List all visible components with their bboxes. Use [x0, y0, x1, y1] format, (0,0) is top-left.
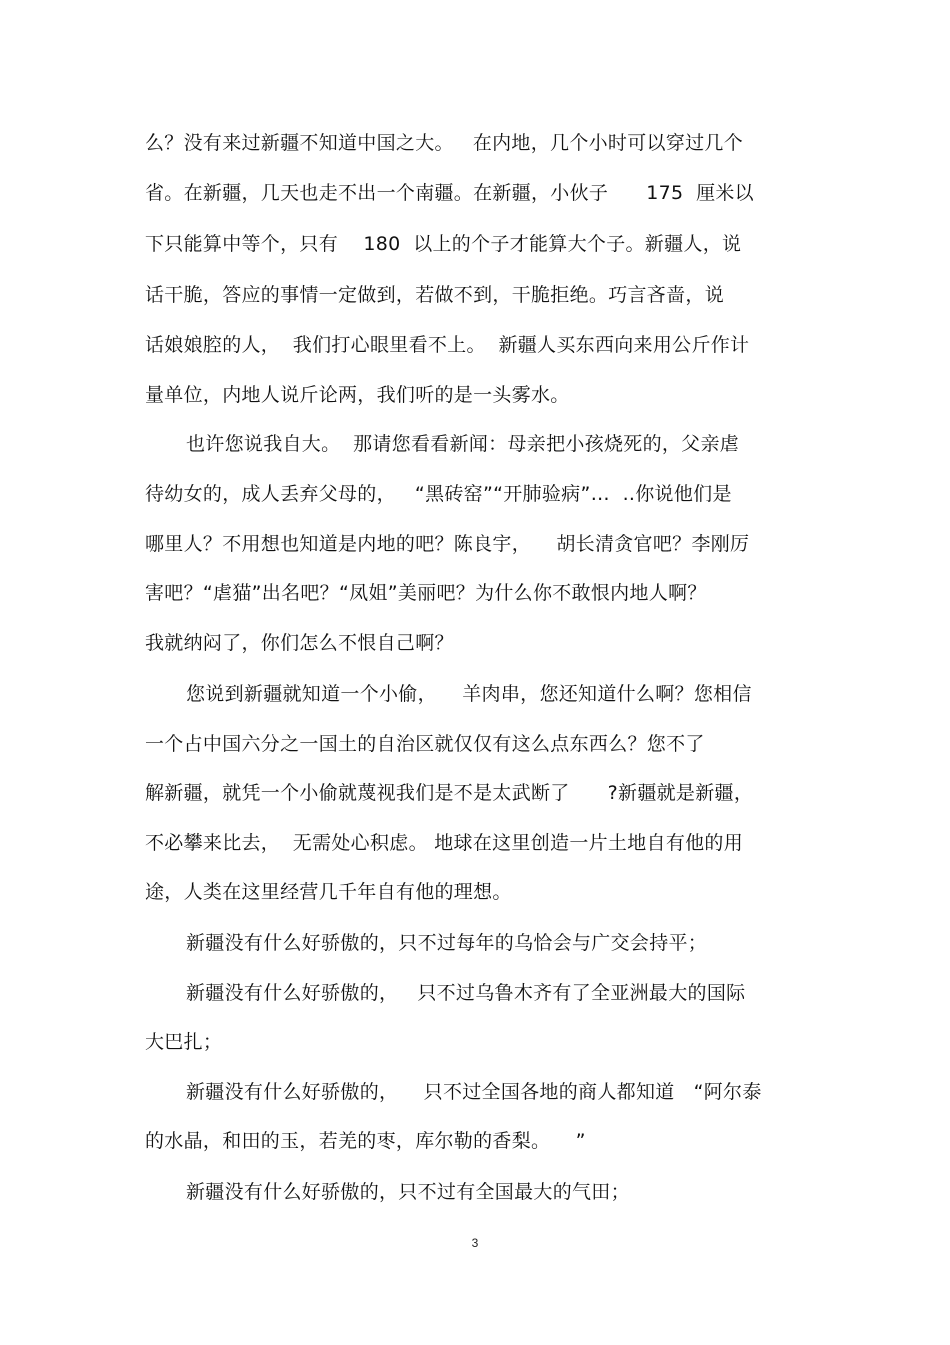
text-line: 待幼女的，成人丢弃父母的， “黑砖窑”“开肺验病”… ..你说他们是 — [145, 483, 732, 505]
text-line: 话娘娘腔的人， 我们打心眼里看不上。 新疆人买东西向来用公斤作计 — [145, 334, 750, 356]
text-line: 解新疆，就凭一个小偷就蔑视我们是不是太武断了 ?新疆就是新疆， — [145, 782, 754, 804]
text-line: 大巴扎； — [145, 1031, 223, 1053]
text-line: 新疆没有什么好骄傲的，只不过每年的乌恰会与广交会持平； — [186, 932, 708, 954]
text-line: 也许您说我自大。 那请您看看新闻：母亲把小孩烧死的，父亲虐 — [186, 433, 740, 455]
text-line: 么？没有来过新疆不知道中国之大。 在内地，几个小时可以穿过几个 — [145, 132, 744, 154]
text-line: 新疆没有什么好骄傲的，只不过有全国最大的气田； — [186, 1181, 630, 1203]
text-line: 新疆没有什么好骄傲的， 只不过全国各地的商人都知道 “阿尔泰 — [186, 1081, 762, 1103]
text-line: 量单位，内地人说斤论两，我们听的是一头雾水。 — [145, 384, 570, 406]
text-line: 一个占中国六分之一国土的自治区就仅仅有这么点东西么？您不了 — [145, 733, 705, 755]
text-line: 下只能算中等个，只有 180 以上的个子才能算大个子。新疆人，说 — [145, 233, 742, 255]
page-number: 3 — [471, 1236, 479, 1250]
text-line: 我就纳闷了，你们怎么不恨自己啊？ — [145, 632, 454, 654]
text-line: 途，人类在这里经营几千年自有他的理想。 — [145, 881, 512, 903]
text-line: 不必攀来比去， 无需处心积虑。 地球在这里创造一片土地自有他的用 — [145, 832, 744, 854]
text-line: 省。在新疆，几天也走不出一个南疆。在新疆，小伙子 175 厘米以 — [145, 182, 754, 204]
text-line: 的水晶，和田的玉，若羌的枣，库尔勒的香梨。 ” — [145, 1130, 586, 1152]
text-line: 话干脆，答应的事情一定做到，若做不到，干脆拒绝。巧言吝啬，说 — [145, 284, 725, 306]
text-line: 您说到新疆就知道一个小偷， 羊肉串，您还知道什么啊？您相信 — [186, 683, 752, 705]
text-line: 害吧？“虐猫”出名吧？“凤姐”美丽吧？为什么你不敢恨内地人啊？ — [145, 582, 707, 604]
text-line: 新疆没有什么好骄傲的， 只不过乌鲁木齐有了全亚洲最大的国际 — [186, 982, 746, 1004]
text-line: 哪里人？不用想也知道是内地的吧？陈良宇， 胡长清贪官吧？李刚厉 — [145, 533, 750, 555]
